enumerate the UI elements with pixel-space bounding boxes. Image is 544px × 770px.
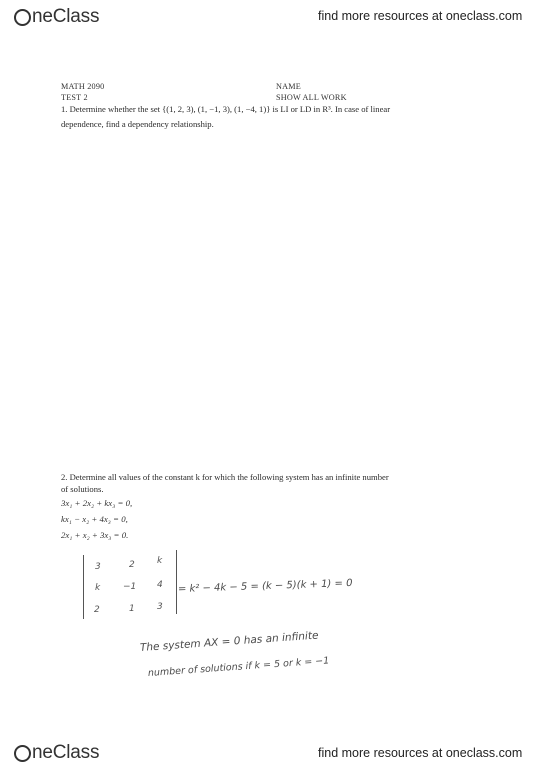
logo-text: neClass bbox=[32, 742, 100, 763]
determinant-expression: = k² − 4k − 5 = (k − 5)(k + 1) = 0 bbox=[177, 577, 353, 595]
conclusion-line-1: The system AX = 0 has an infinite bbox=[139, 629, 319, 654]
logo-text: neClass bbox=[32, 6, 100, 27]
instruction-label: SHOW ALL WORK bbox=[276, 93, 347, 102]
equation-1: 3x₁ + 2x₂ + kx₃ = 0, bbox=[61, 498, 133, 508]
matrix-a21: k bbox=[95, 583, 101, 593]
resources-link[interactable]: find more resources at oneclass.com bbox=[318, 9, 523, 23]
resources-link-footer[interactable]: find more resources at oneclass.com bbox=[318, 746, 523, 760]
matrix-a11: 3 bbox=[95, 562, 101, 572]
matrix-a22: −1 bbox=[123, 582, 137, 592]
conclusion-line-2: number of solutions if k = 5 or k = −1 bbox=[147, 655, 330, 679]
test-label: TEST 2 bbox=[61, 93, 88, 102]
matrix-a23: 4 bbox=[157, 580, 163, 590]
matrix-a12: 2 bbox=[129, 560, 135, 570]
logo-circle-icon bbox=[14, 9, 31, 26]
matrix-a13: k bbox=[157, 556, 163, 566]
question-2-line-1: 2. Determine all values of the constant k for which the following system has an infinite number bbox=[61, 472, 389, 482]
equation-3: 2x₁ + x₂ + 3x₃ = 0. bbox=[61, 530, 129, 540]
oneclass-logo-footer[interactable] bbox=[14, 742, 99, 764]
det-left-bar bbox=[83, 555, 84, 619]
question-1-line-1: 1. Determine whether the set {(1, 2, 3), (1, −1, 3), (1, −4, 1)} is LI or LD in R³. In case of linear bbox=[61, 104, 391, 114]
equation-2: kx₁ − x₂ + 4x₃ = 0, bbox=[61, 514, 128, 524]
oneclass-logo[interactable] bbox=[14, 6, 99, 28]
course-label: MATH 2090 bbox=[61, 82, 105, 91]
matrix-a33: 3 bbox=[157, 602, 163, 612]
logo-circle-icon bbox=[14, 745, 31, 762]
question-2-line-2: of solutions. bbox=[61, 484, 104, 494]
det-right-bar bbox=[176, 550, 177, 614]
matrix-a32: 1 bbox=[129, 604, 135, 614]
name-label: NAME bbox=[276, 82, 301, 91]
matrix-a31: 2 bbox=[94, 605, 100, 615]
question-1-line-2: dependence, find a dependency relationship. bbox=[61, 119, 214, 129]
